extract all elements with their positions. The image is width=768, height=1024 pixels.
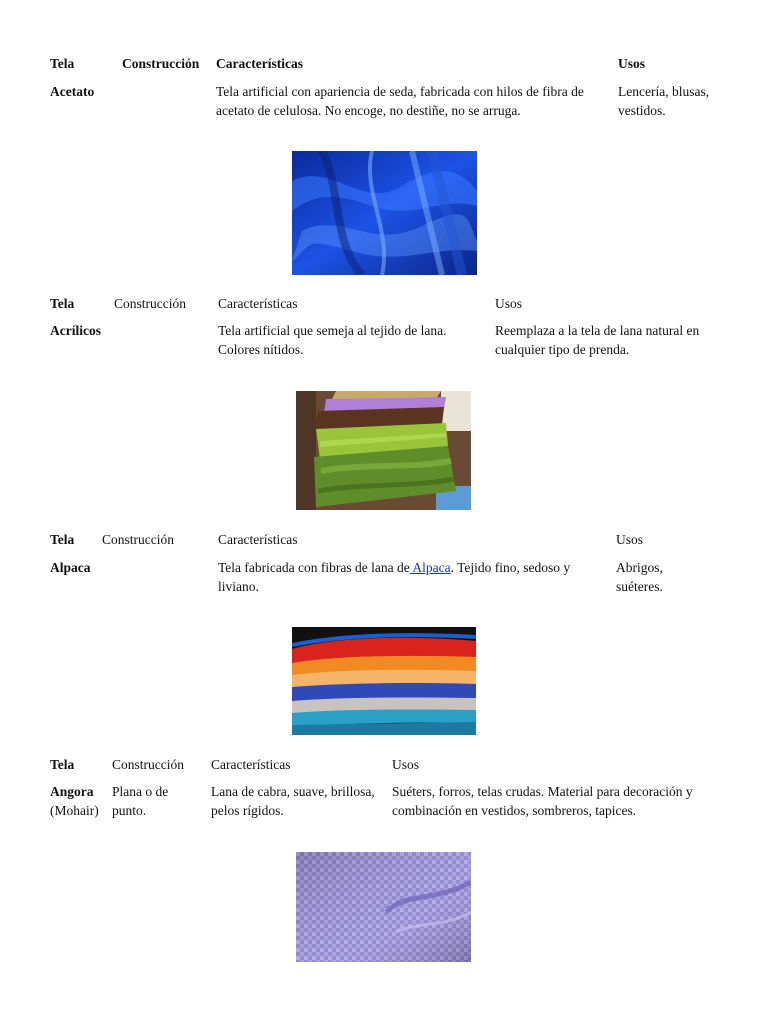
folded-green-fabrics-photo — [296, 391, 471, 510]
caracteristicas-value — [218, 558, 613, 596]
construccion-value: Plana o de punto. — [112, 784, 169, 818]
header-caracteristicas: Características — [216, 56, 303, 71]
caracteristicas-text-pre: Tela fabricada con fibras de lana de — [218, 560, 410, 575]
header-construccion: Construcción — [102, 532, 174, 547]
table-alpaca-row — [50, 558, 730, 598]
blue-satin-fabric-photo — [292, 151, 477, 275]
table-acrilicos-row — [50, 321, 730, 361]
header-construccion: Construcción — [122, 56, 200, 71]
header-caracteristicas: Características — [218, 296, 298, 311]
caracteristicas-value: Lana de cabra, suave, brillosa, pelos rígidos. — [211, 784, 375, 818]
fabric-name-alt: (Mohair) — [50, 803, 99, 818]
table-angora-header — [50, 755, 730, 775]
usos-value: Abrigos, suéteres. — [616, 560, 663, 594]
header-caracteristicas: Características — [218, 532, 298, 547]
caracteristicas-value: Tela artificial con apariencia de seda, fabricada con hilos de fibra de acetato de celulosa. No encoge, no destiñe, no se arruga. — [216, 84, 584, 118]
table-alpaca-header — [50, 530, 730, 550]
fabric-name: Angora — [50, 784, 94, 799]
header-tela: Tela — [50, 56, 75, 71]
header-tela: Tela — [50, 757, 75, 772]
fabric-name-cell — [50, 782, 99, 820]
fabric-name: Acetato — [50, 84, 95, 99]
usos-value: Lencería, blusas, vestidos. — [618, 84, 710, 118]
header-usos: Usos — [616, 532, 644, 547]
header-usos: Usos — [618, 56, 646, 71]
header-tela: Tela — [50, 296, 75, 311]
purple-mohair-fabric-photo — [296, 852, 471, 962]
fabric-name: Alpaca — [50, 560, 91, 575]
fabric-name: Acrílicos — [50, 323, 101, 338]
header-usos: Usos — [495, 296, 523, 311]
header-tela: Tela — [50, 532, 75, 547]
header-construccion: Construcción — [112, 757, 184, 772]
table-acetato-header — [50, 54, 730, 74]
header-construccion: Construcción — [114, 296, 186, 311]
usos-value: Suéters, forros, telas crudas. Material para decoración y combinación en vestidos, sombreros, tapices. — [392, 784, 693, 818]
table-acetato-row — [50, 82, 730, 122]
caracteristicas-value: Tela artificial que semeja al tejido de lana. Colores nítidos. — [218, 323, 447, 357]
table-acrilicos-header — [50, 294, 730, 314]
alpaca-link[interactable]: Alpaca — [409, 560, 451, 575]
caracteristicas-text-post: . Tejido fino, sedoso y liviano. — [218, 560, 571, 594]
table-angora-row — [50, 782, 730, 822]
usos-value: Reemplaza a la tela de lana natural en cualquier tipo de prenda. — [495, 323, 700, 357]
header-usos: Usos — [392, 757, 420, 772]
stacked-colorful-alpaca-fabrics-photo — [292, 627, 476, 735]
header-caracteristicas: Características — [211, 757, 291, 772]
